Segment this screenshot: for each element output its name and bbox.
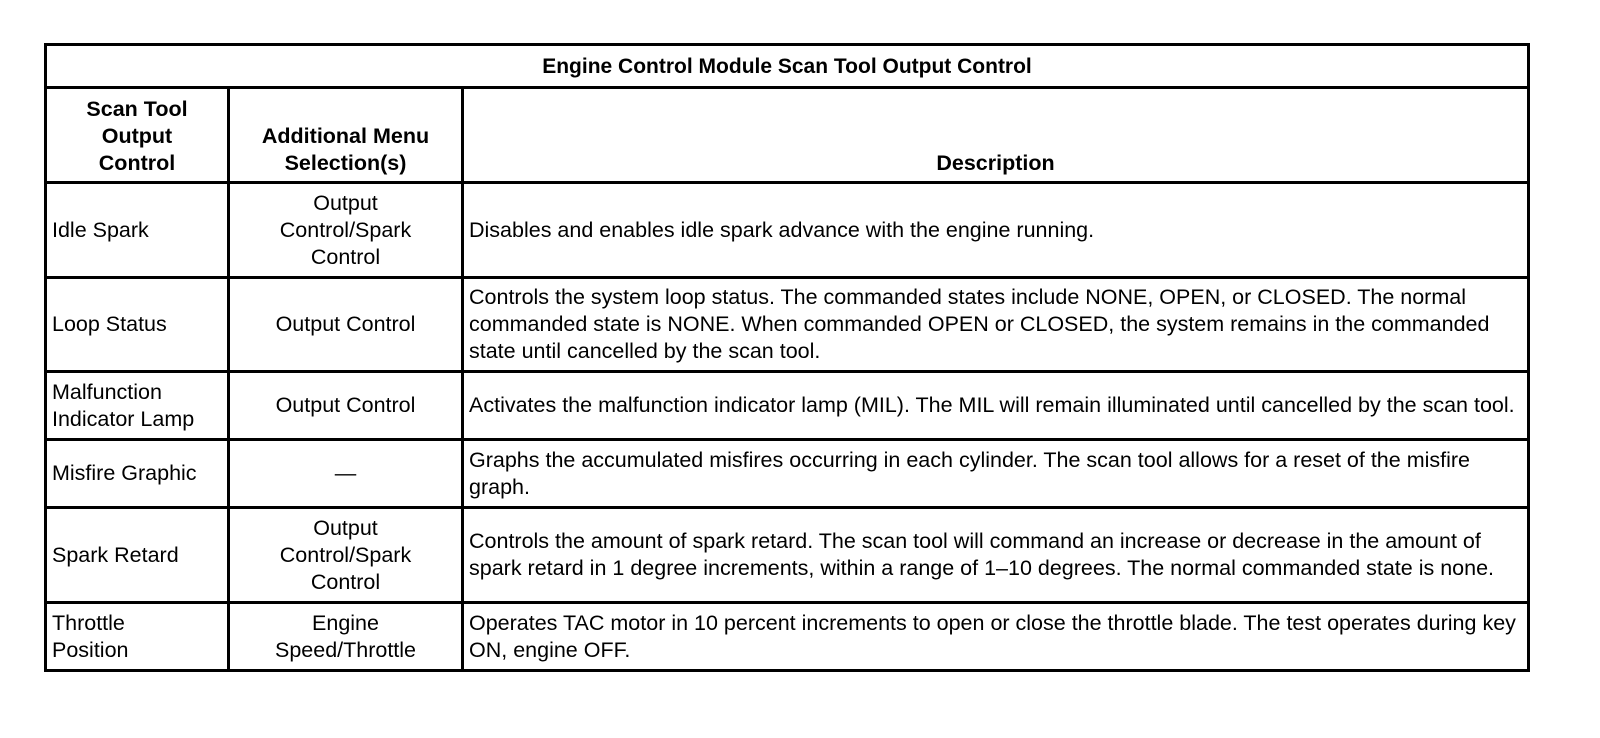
table-row xyxy=(46,372,1529,440)
table-row xyxy=(46,603,1529,671)
output-control-cell: Malfunction Indicator Lamp xyxy=(46,372,229,440)
output-control-cell: Misfire Graphic xyxy=(46,440,229,508)
menu-selection-cell: Output Control xyxy=(229,372,463,440)
menu-selection-cell: Output Control xyxy=(229,278,463,372)
table-row xyxy=(46,278,1529,372)
table-title: Engine Control Module Scan Tool Output Control xyxy=(46,45,1529,88)
menu-selection-cell: — xyxy=(229,440,463,508)
description-cell: Controls the system loop status. The commanded states include NONE, OPEN, or CLOSED. The normal commanded state is NONE. When commanded OPEN or CLOSED, the system remains in the commanded state until cancelled by the scan tool. xyxy=(463,278,1529,372)
output-control-cell: Idle Spark xyxy=(46,183,229,278)
menu-selection-cell: Engine Speed/Throttle xyxy=(229,603,463,671)
table-row xyxy=(46,440,1529,508)
description-cell: Activates the malfunction indicator lamp (MIL). The MIL will remain illuminated until cancelled by the scan tool. xyxy=(463,372,1529,440)
table-row xyxy=(46,183,1529,278)
description-cell: Operates TAC motor in 10 percent increments to open or close the throttle blade. The test operates during key ON, engine OFF. xyxy=(463,603,1529,671)
description-cell: Graphs the accumulated misfires occurring in each cylinder. The scan tool allows for a reset of the misfire graph. xyxy=(463,440,1529,508)
header-additional-menu-selections: Additional Menu Selection(s) xyxy=(229,88,463,183)
menu-selection-cell: Output Control/Spark Control xyxy=(229,183,463,278)
description-cell: Controls the amount of spark retard. The scan tool will command an increase or decrease in the amount of spark retard in 1 degree increments, within a range of 1–10 degrees. The normal commanded state is none. xyxy=(463,508,1529,603)
output-control-cell: Loop Status xyxy=(46,278,229,372)
output-control-cell: Spark Retard xyxy=(46,508,229,603)
output-control-cell: Throttle Position xyxy=(46,603,229,671)
description-cell: Disables and enables idle spark advance with the engine running. xyxy=(463,183,1529,278)
header-description: Description xyxy=(463,88,1529,183)
table-row xyxy=(46,508,1529,603)
menu-selection-cell: Output Control/Spark Control xyxy=(229,508,463,603)
output-control-table xyxy=(44,43,1530,672)
header-row xyxy=(46,88,1529,183)
header-scan-tool-output-control: Scan Tool Output Control xyxy=(46,88,229,183)
